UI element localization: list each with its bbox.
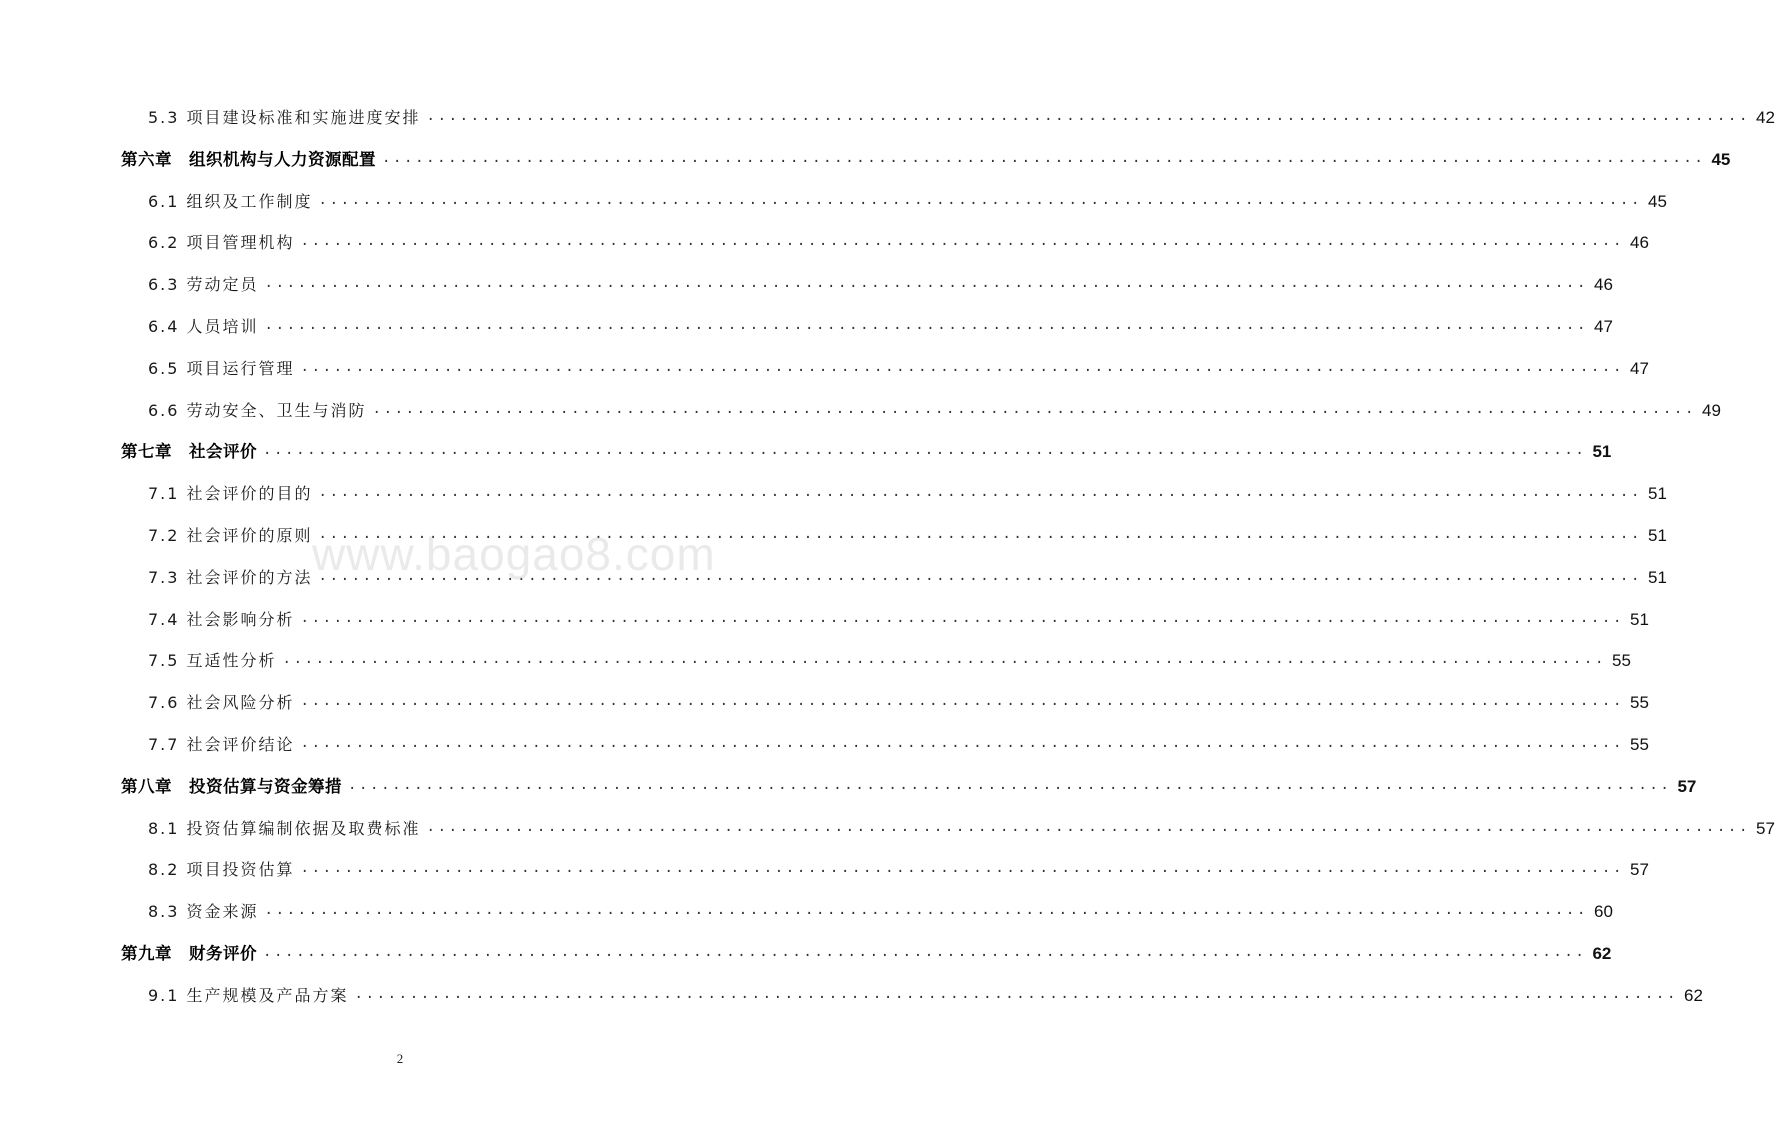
toc-chapter-entry[interactable] [121, 767, 1697, 797]
toc-entry-page: 57 [1630, 860, 1649, 880]
toc-entry-page: 55 [1630, 735, 1649, 754]
toc-section-entry[interactable] [148, 391, 1721, 421]
toc-entry-title: 7.1 社会评价的目的 [148, 484, 313, 504]
toc-leader-dots: ........................................................................................................................ [354, 985, 1678, 1002]
toc-leader-dots: ........................................................................................................................ [300, 609, 1624, 626]
toc-entry-page: 51 [1630, 609, 1649, 629]
toc-entry-title: 6.2 项目管理机构 [148, 233, 295, 253]
toc-chapter-entry[interactable] [121, 140, 1731, 170]
toc-entry-title: 5.3 项目建设标准和实施进度安排 [148, 108, 421, 127]
toc-leader-dots: ........................................................................................................................ [382, 149, 1706, 166]
toc-leader-dots: ........................................................................................................................ [318, 526, 1642, 542]
toc-entry-title: 第九章 财务评价 [121, 944, 257, 963]
toc-section-entry[interactable] [148, 641, 1631, 671]
toc-entry-title: 7.6 社会风险分析 [148, 693, 295, 713]
toc-entry-page: 51 [1592, 442, 1612, 462]
toc-section-entry[interactable] [148, 809, 1775, 839]
toc-entry-title: 7.4 社会影响分析 [148, 609, 295, 629]
toc-leader-dots: ........................................................................................................................ [263, 442, 1587, 459]
toc-section-entry[interactable] [148, 265, 1613, 295]
toc-entry-title: 第六章 组织机构与人力资源配置 [121, 149, 376, 169]
toc-entry-title: 6.1 组织及工作制度 [148, 191, 313, 211]
toc-entry-page: 51 [1648, 567, 1667, 587]
toc-entry-page: 42 [1756, 108, 1775, 127]
toc-section-entry[interactable] [148, 474, 1667, 504]
toc-leader-dots: ........................................................................................................................ [282, 651, 1606, 668]
toc-chapter-entry[interactable] [121, 934, 1612, 964]
toc-section-entry[interactable] [148, 683, 1649, 713]
toc-section-entry[interactable] [148, 850, 1649, 880]
toc-section-entry[interactable] [148, 223, 1649, 253]
toc-section-entry[interactable] [148, 349, 1649, 379]
toc-entry-title: 7.7 社会评价结论 [148, 735, 295, 754]
toc-entry-title: 8.2 项目投资估算 [148, 860, 295, 880]
toc-section-entry[interactable] [148, 516, 1667, 546]
toc-entry-page: 45 [1711, 149, 1731, 169]
toc-entry-page: 46 [1594, 275, 1613, 295]
toc-entry-title: 8.1 投资估算编制依据及取费标准 [148, 818, 421, 838]
toc-leader-dots: ........................................................................................................................ [300, 693, 1624, 710]
toc-entry-title: 6.4 人员培训 [148, 317, 259, 336]
toc-section-entry[interactable] [148, 558, 1667, 588]
toc-leader-dots: ........................................................................................................................ [264, 317, 1588, 333]
toc-leader-dots: ........................................................................................................................ [318, 567, 1642, 584]
toc-leader-dots: ........................................................................................................................ [264, 902, 1588, 919]
toc-entry-title: 6.5 项目运行管理 [148, 358, 295, 378]
toc-leader-dots: ........................................................................................................................ [263, 944, 1587, 960]
toc-leader-dots: ........................................................................................................................ [264, 275, 1588, 292]
toc-leader-dots: ........................................................................................................................ [318, 191, 1642, 208]
watermark: www.baogao8.com [312, 528, 716, 580]
toc-entry-title: 9.1 生产规模及产品方案 [148, 985, 349, 1005]
toc-entry-page: 47 [1594, 317, 1613, 336]
toc-leader-dots: ........................................................................................................................ [348, 776, 1672, 793]
toc-entry-title: 6.6 劳动安全、卫生与消防 [148, 400, 367, 420]
toc-section-entry[interactable] [148, 892, 1613, 922]
toc-leader-dots: ........................................................................................................................ [426, 818, 1750, 835]
toc-entry-page: 46 [1630, 233, 1649, 253]
toc-leader-dots: ........................................................................................................................ [300, 860, 1624, 877]
toc-leader-dots: ........................................................................................................................ [318, 484, 1642, 501]
toc-entry-page: 55 [1612, 651, 1631, 671]
toc-entry-page: 51 [1648, 484, 1667, 504]
toc-entry-title: 第八章 投资估算与资金筹措 [121, 776, 342, 796]
page-number: 2 [396, 1051, 404, 1066]
toc-entry-page: 57 [1677, 776, 1697, 796]
toc-entry-title: 7.2 社会评价的原则 [148, 526, 313, 545]
toc-leader-dots: ........................................................................................................................ [300, 233, 1624, 250]
toc-section-entry[interactable] [148, 307, 1613, 337]
toc-entry-page: 60 [1594, 902, 1613, 922]
toc-entry-title: 8.3 资金来源 [148, 902, 259, 922]
toc-section-entry[interactable] [148, 725, 1649, 755]
toc-entry-title: 7.3 社会评价的方法 [148, 567, 313, 587]
toc-leader-dots: ........................................................................................................................ [300, 735, 1624, 751]
toc-leader-dots: ........................................................................................................................ [300, 358, 1624, 375]
toc-entry-page: 51 [1648, 526, 1667, 545]
toc-leader-dots: ........................................................................................................................ [372, 400, 1696, 417]
toc-section-entry[interactable] [148, 600, 1649, 630]
toc-section-entry[interactable] [148, 976, 1703, 1006]
toc-entry-title: 6.3 劳动定员 [148, 275, 259, 295]
toc-entry-page: 62 [1592, 944, 1612, 963]
toc-entry-title: 7.5 互适性分析 [148, 651, 277, 671]
toc-entry-page: 49 [1702, 400, 1721, 420]
toc-entry-page: 62 [1684, 985, 1703, 1005]
toc-entry-title: 第七章 社会评价 [121, 442, 257, 462]
toc-entry-page: 47 [1630, 358, 1649, 378]
toc-entry-page: 55 [1630, 693, 1649, 713]
toc-section-entry[interactable] [148, 182, 1667, 212]
toc-section-entry[interactable] [148, 98, 1775, 128]
toc-chapter-entry[interactable] [121, 432, 1612, 462]
toc-entry-page: 57 [1756, 818, 1775, 838]
toc-leader-dots: ........................................................................................................................ [426, 108, 1750, 124]
toc-entry-page: 45 [1648, 191, 1667, 211]
